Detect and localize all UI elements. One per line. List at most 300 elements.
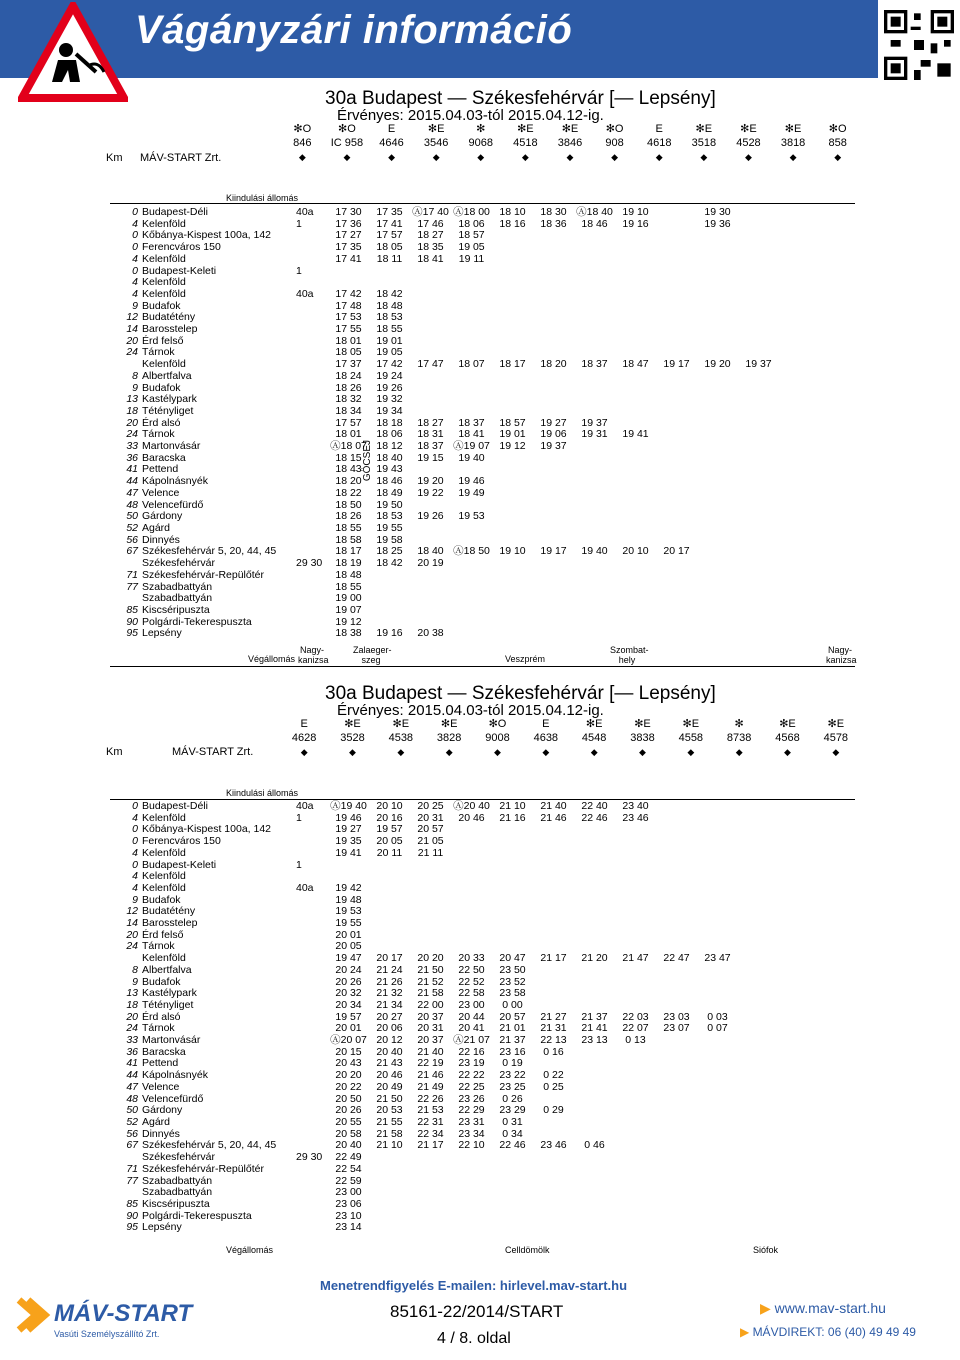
train-type: ✻E (784, 123, 802, 135)
station-name: Gárdony (142, 1104, 183, 1117)
time-cell: Ⓐ18 00 (453, 206, 490, 218)
km-cell: 0 (132, 800, 138, 812)
timetable-ref (294, 500, 328, 512)
timetable-ref (294, 418, 328, 430)
train-column-header (328, 717, 376, 759)
time-cell: 23 34 (458, 1127, 485, 1140)
time-cell: 20 33 (458, 952, 485, 965)
train-column-header (763, 717, 811, 759)
timetable-ref: 1 (296, 264, 302, 277)
timetable-ref (294, 429, 328, 441)
station-name: Kelenföld (142, 952, 186, 965)
timetable-ref (294, 441, 328, 453)
km-cell: 90 (126, 615, 138, 628)
time-cell: 22 34 (417, 1127, 444, 1140)
km-header: Km (106, 152, 123, 164)
train-number: 858 (828, 137, 847, 149)
bicycle-icon: ◆ (477, 152, 485, 162)
train-column-header (503, 122, 548, 164)
station-name: Tárnok (142, 940, 175, 953)
train-number: 3518 (691, 137, 717, 149)
time-cell: 18 40 (376, 451, 403, 464)
time-cell: 20 05 (376, 835, 403, 848)
timetable-row (110, 1000, 738, 1012)
timetable-row (110, 1082, 738, 1094)
hotline-text: ▶ MÁVDIREKT: 06 (40) 49 49 49 (740, 1325, 916, 1339)
time-cell: 22 00 (417, 998, 444, 1011)
station-name: Barosstelep (142, 323, 198, 336)
km-cell: 4 (132, 846, 138, 859)
timetable-row (110, 383, 779, 395)
station-name: Kelenföld (142, 811, 186, 824)
time-cell: 18 05 (376, 241, 403, 254)
station-name: Ferencváros 150 (142, 241, 221, 254)
time-cell: 0 22 (543, 1069, 564, 1082)
time-cell: 18 20 (540, 358, 567, 371)
train-number: 4568 (775, 732, 800, 744)
time-cell: 21 17 (540, 952, 567, 965)
timetable-row (110, 254, 779, 266)
km-cell: 71 (126, 568, 138, 581)
time-cell: 22 58 (458, 987, 485, 1000)
timetable-row (110, 1222, 738, 1234)
timetable-ref: 29 30 (296, 557, 323, 570)
time-cell: 19 20 (704, 358, 731, 371)
time-cell: 18 40 (417, 545, 444, 558)
train-column-header (815, 122, 860, 164)
timetable-row (110, 406, 779, 418)
train-type: ✻E (392, 718, 410, 730)
mav-start-logo (14, 1285, 204, 1345)
station-name: Pettend (142, 463, 179, 476)
bicycle-icon: ◆ (298, 152, 306, 162)
km-cell: 4 (132, 870, 138, 883)
timetable-ref (294, 371, 328, 383)
bicycle-icon: ◆ (343, 152, 351, 162)
station-name: Tétényliget (142, 404, 194, 417)
time-cell: 0 25 (543, 1080, 564, 1093)
time-cell: 20 55 (335, 1115, 362, 1128)
time-cell: 18 31 (417, 428, 444, 441)
operator-label-2: MÁV-START Zrt. (172, 746, 254, 758)
origin-label-2: Kiindulási állomás (226, 788, 299, 798)
timetable-ref (294, 582, 328, 594)
timetable-ref (294, 941, 328, 953)
time-cell: 22 40 (581, 800, 608, 812)
time-cell: 22 25 (458, 1080, 485, 1093)
time-cell: 20 34 (335, 998, 362, 1011)
station-name: Tárnok (142, 346, 175, 359)
time-cell: 23 40 (622, 800, 649, 812)
bicycle-icon: ◆ (300, 747, 308, 757)
time-cell: 17 53 (335, 311, 362, 324)
time-cell: 21 26 (376, 975, 403, 988)
train-number: 3528 (340, 732, 365, 744)
km-cell: 4 (132, 881, 138, 894)
timetable-ref (294, 824, 328, 836)
train-type: ✻O (338, 123, 356, 135)
train-type: ✻E (517, 123, 534, 135)
timetable-ref (294, 1047, 328, 1059)
timetable-row (110, 1211, 738, 1223)
timetable-ref (294, 836, 328, 848)
station-name: Albertfalva (142, 369, 192, 382)
time-cell: 20 16 (376, 811, 403, 824)
bicycle-icon: ◆ (639, 747, 646, 757)
timetable-ref (294, 628, 328, 640)
station-name: Székesfehérvár 5, 20, 44, 45 (142, 545, 277, 558)
origin-label: Kiindulási állomás (226, 193, 299, 203)
km-cell: 41 (126, 463, 138, 476)
train-number: 4628 (291, 732, 317, 744)
train-type: ✻O (605, 123, 624, 135)
train-type: ✻E (440, 718, 458, 730)
time-cell: 17 57 (335, 416, 362, 429)
train-number: 4538 (388, 732, 414, 744)
time-cell: 18 06 (458, 217, 485, 230)
station-name: Szabadbattyán (142, 1186, 213, 1199)
timetable-row (110, 918, 738, 930)
warning-sign-icon (18, 2, 128, 102)
time-cell: 23 14 (335, 1221, 362, 1234)
time-cell: 19 50 (376, 498, 403, 511)
bicycle-icon: ◆ (789, 152, 797, 162)
timetable-ref (294, 848, 328, 860)
time-cell: 23 10 (335, 1209, 362, 1222)
timetable-ref (294, 977, 328, 989)
train-number: 3828 (436, 732, 462, 744)
time-cell: 19 10 (622, 206, 649, 218)
document-number: 85161-22/2014/START (390, 1302, 564, 1321)
timetable-row (110, 1035, 738, 1047)
destination-nagykanizsa-2: Nagy-kanizsa (826, 645, 857, 665)
station-name: Gárdony (142, 510, 183, 523)
train-number: 4638 (533, 732, 559, 744)
time-cell: 19 17 (663, 358, 690, 371)
km-cell: 12 (126, 905, 138, 918)
km-cell: 20 (126, 1010, 138, 1023)
time-cell: 19 40 (581, 545, 608, 558)
time-cell: 18 57 (499, 416, 526, 429)
km-cell: 47 (126, 1080, 138, 1093)
station-name: Tárnok (142, 428, 175, 441)
timetable-row (110, 965, 738, 977)
station-name: Érd alsó (142, 1010, 181, 1023)
timetable-ref (294, 535, 328, 547)
station-name: Kelenföld (142, 881, 186, 894)
time-cell: 23 00 (458, 998, 485, 1011)
time-cell: 19 20 (417, 475, 444, 488)
station-name: Kelenföld (142, 252, 186, 265)
timetable-section-2 (110, 801, 738, 1234)
train-column-header (522, 717, 570, 759)
km-cell: 4 (132, 217, 138, 230)
station-name: Kiscséripuszta (142, 603, 210, 616)
time-cell: 23 06 (335, 1197, 362, 1210)
time-cell: 19 17 (540, 545, 567, 558)
validity-text-2: Érvényes: 2015.04.03-tól 2015.04.12-ig. (337, 702, 604, 719)
time-cell: 19 10 (499, 545, 526, 558)
train-number: 846 (293, 137, 312, 149)
time-cell: 19 00 (335, 592, 362, 605)
timetable-ref (294, 1164, 328, 1176)
time-cell: 18 47 (622, 358, 649, 371)
timetable-ref (294, 953, 328, 965)
time-cell: Ⓐ19 40 (330, 800, 367, 812)
time-cell: Ⓐ18 07 (330, 440, 367, 453)
qr-code-icon (884, 10, 954, 80)
km-cell: 13 (126, 987, 138, 1000)
train-number: 9008 (485, 732, 510, 744)
km-cell: 18 (126, 998, 138, 1011)
timetable-row (110, 500, 779, 512)
train-number: 9068 (468, 137, 493, 149)
time-cell: 21 10 (499, 800, 526, 812)
time-cell: 23 50 (499, 963, 526, 976)
train-name-gocsej: GÖCSEJ (362, 440, 373, 482)
time-cell: 20 06 (376, 1022, 403, 1035)
train-column-header (425, 717, 473, 759)
km-cell: 8 (132, 963, 138, 976)
train-column-header (325, 122, 370, 164)
destination-label: Végállomás (248, 654, 296, 664)
time-cell: 0 16 (543, 1045, 564, 1058)
time-cell: 0 07 (707, 1022, 728, 1035)
km-cell: 90 (126, 1209, 138, 1222)
timetable-ref: 40a (296, 287, 314, 300)
time-cell: 19 27 (540, 416, 567, 429)
km-cell: 0 (132, 241, 138, 254)
time-cell: 18 11 (376, 252, 403, 265)
timetable-row (110, 371, 779, 383)
destination-nagykanizsa: Nagy-kanizsa (298, 645, 329, 665)
time-cell: 18 42 (376, 557, 403, 570)
time-cell: Ⓐ17 40 (412, 206, 449, 218)
time-cell: 21 46 (540, 811, 567, 824)
km-cell: 48 (126, 1092, 138, 1105)
station-name: Kastélypark (142, 987, 197, 1000)
bicycle-icon: ◆ (566, 152, 574, 162)
time-cell: 20 20 (335, 1069, 362, 1082)
timetable-ref (294, 1129, 328, 1141)
time-cell: 20 24 (335, 963, 362, 976)
train-column-header (715, 717, 763, 759)
timetable-ref (294, 453, 328, 465)
newsletter-email-link[interactable]: Menetrendfigyelés E-mailen: hirlevel.mav-start.hu (320, 1278, 628, 1293)
train-type: ✻E (779, 718, 796, 730)
time-cell: 19 37 (745, 358, 772, 371)
timetable-row (110, 488, 779, 500)
time-cell: 22 49 (335, 1151, 362, 1164)
timetable-ref (294, 988, 328, 1000)
time-cell: 19 07 (335, 603, 362, 616)
time-cell: 19 40 (458, 451, 485, 464)
time-cell: 19 36 (704, 217, 731, 230)
time-cell: 22 47 (663, 952, 690, 965)
time-cell: 18 01 (335, 334, 362, 347)
bicycle-icon: ◆ (590, 747, 598, 757)
time-cell: Ⓐ20 07 (330, 1034, 367, 1047)
km-cell: 67 (126, 545, 138, 558)
timetable-ref: 1 (296, 858, 302, 871)
station-name: Szabadbattyán (142, 1174, 213, 1187)
time-cell: 19 55 (335, 917, 362, 930)
time-cell: 20 32 (335, 987, 362, 1000)
time-cell: 18 53 (376, 311, 403, 324)
time-cell: 20 40 (335, 1139, 362, 1152)
timetable-ref (294, 1035, 328, 1047)
station-name: Kelenföld (142, 276, 186, 289)
timetable-ref (294, 1222, 328, 1234)
time-cell: 21 55 (376, 1115, 403, 1128)
time-cell: 20 05 (335, 940, 362, 953)
time-cell: 20 27 (376, 1010, 403, 1023)
time-cell: 20 38 (417, 627, 444, 640)
time-cell: 21 11 (417, 846, 444, 859)
time-cell: 18 17 (335, 545, 362, 558)
km-cell: 0 (132, 264, 138, 277)
time-cell: 18 22 (335, 486, 362, 499)
time-cell: 20 26 (335, 1104, 362, 1117)
time-cell: 21 41 (581, 1022, 608, 1035)
km-cell: 0 (132, 229, 138, 242)
station-name: Kőbánya-Kispest 100a, 142 (142, 229, 272, 242)
time-cell: 23 29 (499, 1104, 526, 1117)
time-cell: 19 30 (704, 206, 731, 218)
time-cell: 18 37 (417, 440, 444, 453)
time-cell: 20 37 (417, 1010, 444, 1023)
km-cell: 9 (132, 893, 138, 906)
km-cell: 47 (126, 486, 138, 499)
timetable-row (110, 605, 779, 617)
time-cell: 23 46 (622, 811, 649, 824)
destination-zalaegerszeg: Zalaeger-szeg (353, 645, 392, 665)
timetable-ref (294, 324, 328, 336)
train-column-header (548, 122, 593, 164)
timetable-row (110, 453, 779, 465)
train-number: 4578 (823, 732, 849, 744)
timetable-ref (294, 488, 328, 500)
page-number: 4 / 8. oldal (437, 1330, 511, 1347)
bicycle-icon: ◆ (744, 152, 752, 162)
timetable-ref (294, 1187, 328, 1199)
arrow-icon: ▶ (740, 1325, 753, 1339)
km-cell: 36 (126, 451, 138, 464)
station-name: Ferencváros 150 (142, 835, 221, 848)
time-cell: 20 17 (376, 952, 403, 965)
train-number: 4518 (513, 137, 538, 149)
km-cell: 48 (126, 498, 138, 511)
timetable-ref (294, 593, 328, 605)
website-link[interactable]: ▶ www.mav-start.hu (760, 1300, 886, 1316)
time-cell: 22 10 (458, 1139, 485, 1152)
km-cell: 8 (132, 369, 138, 382)
banner-title: Vágányzári információ (135, 8, 573, 52)
time-cell: 21 05 (417, 835, 444, 848)
timetable-row (110, 324, 779, 336)
time-cell: 18 41 (458, 428, 485, 441)
km-cell: 77 (126, 580, 138, 593)
time-cell: 21 46 (417, 1069, 444, 1082)
train-column-header (369, 122, 414, 164)
time-cell: 20 01 (335, 1022, 362, 1035)
time-cell: 18 57 (458, 229, 485, 242)
time-cell: 20 47 (499, 952, 526, 965)
km-cell: 50 (126, 1104, 138, 1117)
time-cell: 0 00 (502, 998, 523, 1011)
time-cell: 19 57 (376, 823, 403, 836)
time-cell: 18 37 (581, 358, 608, 371)
time-cell: 0 13 (625, 1034, 646, 1047)
time-cell: 0 29 (543, 1104, 564, 1117)
time-cell: Ⓐ19 07 (453, 440, 490, 453)
time-cell: 18 26 (335, 381, 362, 394)
time-cell: 23 52 (499, 975, 526, 988)
timetable-ref (294, 1117, 328, 1129)
time-cell: 20 22 (335, 1080, 362, 1093)
km-cell: 4 (132, 287, 138, 300)
km-cell: 14 (126, 917, 138, 930)
train-column-header (458, 122, 503, 164)
train-number: 3818 (780, 137, 806, 149)
timetable-row (110, 242, 779, 254)
train-type: ✻E (561, 123, 579, 135)
km-cell: 85 (126, 603, 138, 616)
train-type: E (655, 123, 663, 135)
time-cell: 21 24 (376, 963, 403, 976)
train-type: ✻E (344, 718, 361, 730)
timetable-ref (294, 1199, 328, 1211)
station-name: Kelenföld (142, 846, 186, 859)
timetable-row (110, 895, 738, 907)
time-cell: 20 25 (417, 800, 444, 812)
time-cell: 17 46 (417, 217, 444, 230)
time-cell: 17 30 (335, 206, 362, 218)
train-column-header (473, 717, 521, 759)
time-cell: 18 49 (376, 486, 403, 499)
time-cell: 21 17 (417, 1139, 444, 1152)
station-name: Szabadbattyán (142, 580, 213, 593)
time-cell: 19 12 (499, 440, 526, 453)
train-type: ✻E (682, 718, 700, 730)
bicycle-icon: ◆ (521, 152, 529, 162)
destination-celldomolk: Celldömölk (505, 1245, 550, 1255)
km-cell: 13 (126, 393, 138, 406)
km-cell: 50 (126, 510, 138, 523)
time-cell: 19 55 (376, 521, 403, 534)
bicycle-icon: ◆ (494, 747, 501, 757)
time-cell: 19 46 (458, 475, 485, 488)
time-cell: 18 32 (335, 393, 362, 406)
time-cell: 19 11 (458, 252, 485, 265)
time-cell: 22 16 (458, 1045, 485, 1058)
train-type: ✻E (695, 123, 713, 135)
time-cell: 19 01 (499, 428, 526, 441)
time-cell: 18 46 (376, 475, 403, 488)
station-name: Budapest-Keleti (142, 264, 217, 277)
time-cell: 17 41 (376, 217, 403, 230)
time-cell: 21 58 (376, 1127, 403, 1140)
time-cell: 19 49 (458, 486, 485, 499)
time-cell: 19 58 (376, 533, 403, 546)
time-cell: 18 05 (335, 346, 362, 359)
time-cell: 19 34 (376, 404, 403, 417)
time-cell: 22 31 (417, 1115, 444, 1128)
km-cell: 85 (126, 1197, 138, 1210)
timetable-ref: 40a (296, 881, 314, 894)
time-cell: 22 26 (417, 1092, 444, 1105)
bicycle-icon: ◆ (445, 747, 453, 757)
